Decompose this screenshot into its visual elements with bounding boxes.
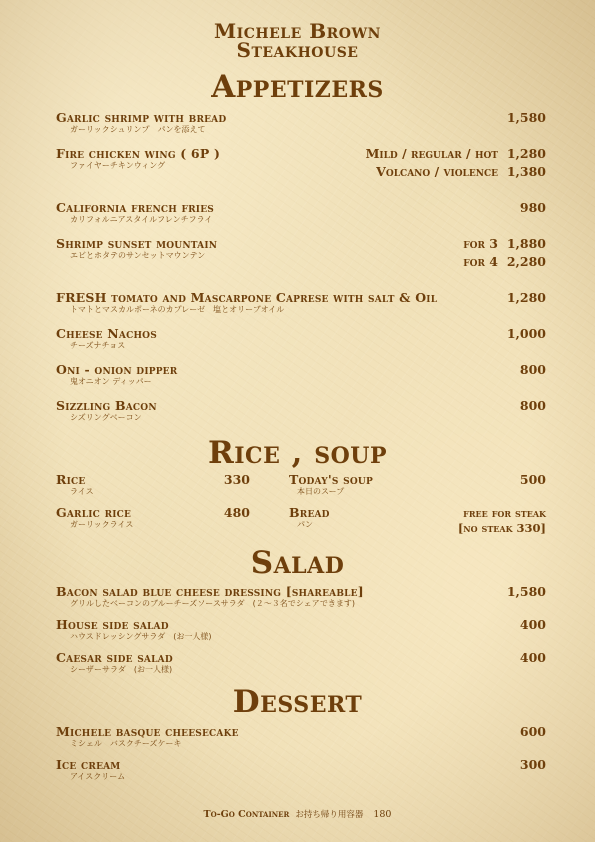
menu-item <box>56 585 364 609</box>
item-name: Sizzling Bacon <box>56 398 157 413</box>
item-name: Cheese Nachos <box>56 326 157 341</box>
item-jp: アイスクリーム <box>70 772 126 781</box>
item-price: 1,880 <box>506 236 546 251</box>
item-price: 330 <box>223 472 250 487</box>
section-title-appetizers: Appetizers <box>211 69 384 105</box>
item-jp: ミシェル バスクチーズケーキ <box>70 739 182 748</box>
item-name: Rice <box>56 472 86 487</box>
footer-to-go <box>0 808 595 820</box>
menu-item <box>56 111 226 135</box>
item-price: 1,380 <box>506 164 546 179</box>
item-jp: ハウスドレッシングサラダ (お一人様) <box>70 632 212 641</box>
item-name: Bread <box>289 505 330 520</box>
menu-item <box>56 399 157 423</box>
menu-item-soup <box>289 473 373 497</box>
menu-item-rice <box>56 473 94 497</box>
item-price: 500 <box>519 472 546 487</box>
item-price: 1,280 <box>506 290 546 305</box>
item-price: [no steak 330] <box>457 521 546 535</box>
menu-item <box>56 327 157 351</box>
menu-item <box>56 651 173 675</box>
item-name: Michele basque cheesecake <box>56 724 239 739</box>
restaurant-name-line1: Michele Brown <box>214 19 381 43</box>
item-price: 1,000 <box>506 326 546 341</box>
item-price: 1,580 <box>506 584 546 599</box>
item-option: Mild / regular / hot <box>365 146 498 161</box>
item-jp: カリフォルニアスタイルフレンチフライ <box>70 215 213 224</box>
restaurant-name-line2: Steakhouse <box>236 38 359 62</box>
menu-item <box>56 758 125 782</box>
item-name: California french fries <box>56 200 214 215</box>
menu-item <box>56 291 437 315</box>
item-name: Ice cream <box>56 757 121 772</box>
item-jp: 本日のスープ <box>297 487 345 496</box>
item-jp: ガーリックライス <box>70 520 134 529</box>
item-price: free for steak <box>463 506 546 520</box>
menu-item <box>56 618 211 642</box>
footer-jp: お持ち帰り用容器 <box>295 810 364 820</box>
item-price: 800 <box>519 398 546 413</box>
item-jp: エビとホタテのサンセットマウンテン <box>70 251 206 260</box>
item-jp: シズリングベーコン <box>70 413 142 422</box>
menu-item <box>56 201 214 225</box>
item-jp: トマトとマスカルポーネのカプレーゼ 塩とオリーブオイル <box>70 305 285 314</box>
item-price: 300 <box>519 757 546 772</box>
item-jp: ライス <box>70 487 94 496</box>
item-price: 800 <box>519 362 546 377</box>
item-jp: ガーリックシュリンプ パンを添えて <box>70 125 206 134</box>
item-name: Today's soup <box>289 472 373 487</box>
menu-item <box>56 725 239 749</box>
item-jp: 鬼オニオン ディッパー <box>70 377 152 386</box>
item-price: 400 <box>519 650 546 665</box>
item-name: Shrimp sunset mountain <box>56 236 218 251</box>
item-name: Garlic shrimp with bread <box>56 110 227 125</box>
item-name: Oni - onion dipper <box>56 362 178 377</box>
menu-item <box>56 363 177 387</box>
item-option: for 4 <box>463 254 498 269</box>
item-jp: グリルしたベーコンのブルーチーズソースサラダ (２～３名でシェアできます) <box>70 599 355 608</box>
item-price: 1,580 <box>506 110 546 125</box>
item-name: FRESH tomato and Mascarpone Caprese with salt & Oil <box>56 290 438 305</box>
section-title-dessert: Dessert <box>232 684 363 720</box>
item-price: 2,280 <box>506 254 546 269</box>
item-jp: パン <box>297 520 313 529</box>
footer-price: 180 <box>373 809 392 820</box>
item-name: House side salad <box>56 617 169 632</box>
footer-label: To-Go Container <box>203 809 290 820</box>
menu-item-bread <box>289 506 330 530</box>
item-name: Garlic rice <box>56 505 132 520</box>
menu-item-garlic-rice <box>56 506 133 530</box>
item-price: 1,280 <box>506 146 546 161</box>
item-name: Fire chicken wing ( 6P ) <box>56 146 221 161</box>
item-jp: シーザーサラダ (お一人様) <box>70 665 173 674</box>
menu-item <box>56 237 217 261</box>
item-jp: ファイヤーチキンウィング <box>70 161 166 170</box>
item-price: 600 <box>519 724 546 739</box>
item-option: for 3 <box>463 236 498 251</box>
item-jp: チーズナチョス <box>70 341 126 350</box>
section-title-salad: Salad <box>250 545 345 581</box>
item-price: 980 <box>519 200 546 215</box>
section-title-rice-soup: Rice , soup <box>208 435 387 471</box>
item-name: Bacon salad blue cheese dressing [shareable] <box>56 584 364 599</box>
item-name: Caesar side salad <box>56 650 173 665</box>
item-price: 400 <box>519 617 546 632</box>
item-option: Volcano / violence <box>376 164 498 179</box>
item-price: 480 <box>223 505 250 520</box>
menu-item <box>56 147 220 171</box>
